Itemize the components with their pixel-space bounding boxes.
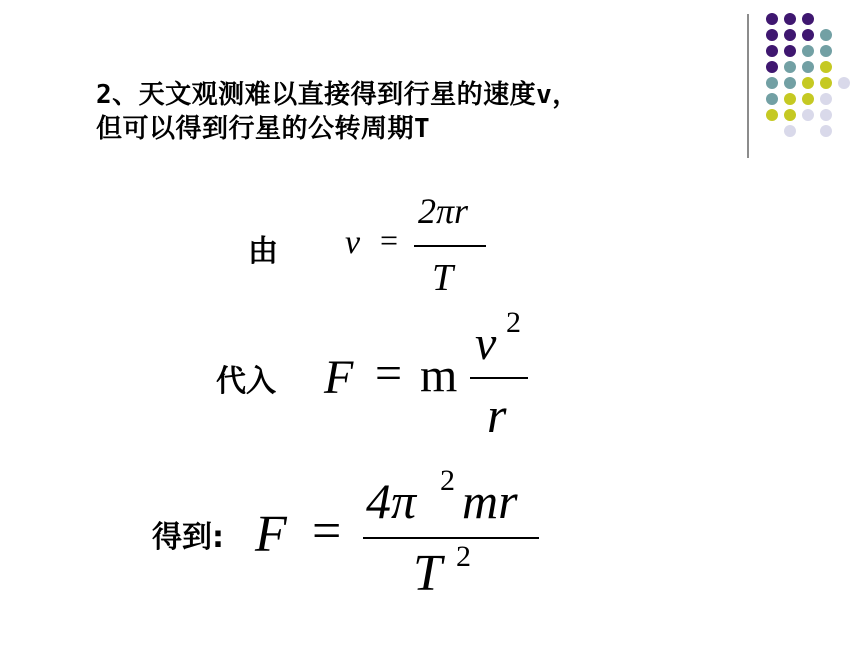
decorative-dot: [802, 77, 814, 89]
decorative-dot: [784, 45, 796, 57]
formula3-numerator-coefficient: 4π: [366, 473, 417, 529]
formula1-label: 由: [248, 234, 278, 269]
decorative-dot: [784, 29, 796, 41]
decorative-dot: [820, 45, 832, 57]
decorative-dot: [820, 109, 832, 121]
formula2-fraction-bar: [470, 377, 528, 379]
decorative-dot: [766, 13, 778, 25]
decorative-dot: [838, 77, 850, 89]
formula1-lhs: v: [345, 224, 361, 261]
formula3-denominator-exponent: 2: [456, 540, 471, 573]
formula2-denominator: r: [487, 387, 507, 443]
decorative-dot: [820, 93, 832, 105]
formula2-label: 代入: [216, 364, 276, 399]
formula3-denominator-base: T: [413, 545, 442, 602]
decorative-dot: [802, 109, 814, 121]
formula2-coefficient: m: [420, 349, 458, 402]
decorative-dot: [766, 29, 778, 41]
decorative-dot: [766, 93, 778, 105]
formula2-equals: =: [375, 347, 403, 400]
decorative-dot: [784, 13, 796, 25]
formula1-denominator: T: [432, 257, 454, 299]
heading-line-1: 2、天文观测难以直接得到行星的速度v，: [96, 80, 579, 110]
decorative-dot: [802, 13, 814, 25]
decorative-dot: [766, 77, 778, 89]
divider-line: [747, 14, 749, 158]
formula3-equals: =: [312, 503, 342, 560]
decorative-dot: [802, 61, 814, 73]
formula1-numerator: 2πr: [418, 191, 469, 231]
decorative-dot: [784, 93, 796, 105]
decorative-dot: [784, 109, 796, 121]
decorative-dot: [802, 45, 814, 57]
formula3-fraction-bar: [363, 537, 539, 539]
decorative-dot: [766, 109, 778, 121]
formula2-numerator-exponent: 2: [506, 306, 521, 339]
decorative-dot: [784, 125, 796, 137]
slide-heading: [96, 78, 579, 146]
decorative-dot: [820, 125, 832, 137]
decorative-dot: [820, 77, 832, 89]
decorative-dot: [820, 61, 832, 73]
heading-line-2: 但可以得到行星的公转周期T: [96, 114, 431, 144]
formula3-numerator-exponent: 2: [440, 464, 455, 497]
decorative-dot: [802, 93, 814, 105]
decorative-dot: [820, 29, 832, 41]
formula3-numerator-rest: mr: [462, 473, 518, 529]
decorative-dot: [766, 61, 778, 73]
decorative-dot: [784, 77, 796, 89]
formula1-equals: =: [380, 222, 399, 258]
formula1-fraction-bar: [414, 245, 486, 247]
formula3-lhs: F: [255, 506, 287, 563]
decorative-dot: [802, 29, 814, 41]
formula2-numerator-base: v: [475, 317, 497, 370]
decorative-dot: [766, 45, 778, 57]
formula3-label: 得到:: [152, 520, 224, 555]
decorative-dot: [784, 61, 796, 73]
formula2-lhs: F: [324, 351, 354, 404]
